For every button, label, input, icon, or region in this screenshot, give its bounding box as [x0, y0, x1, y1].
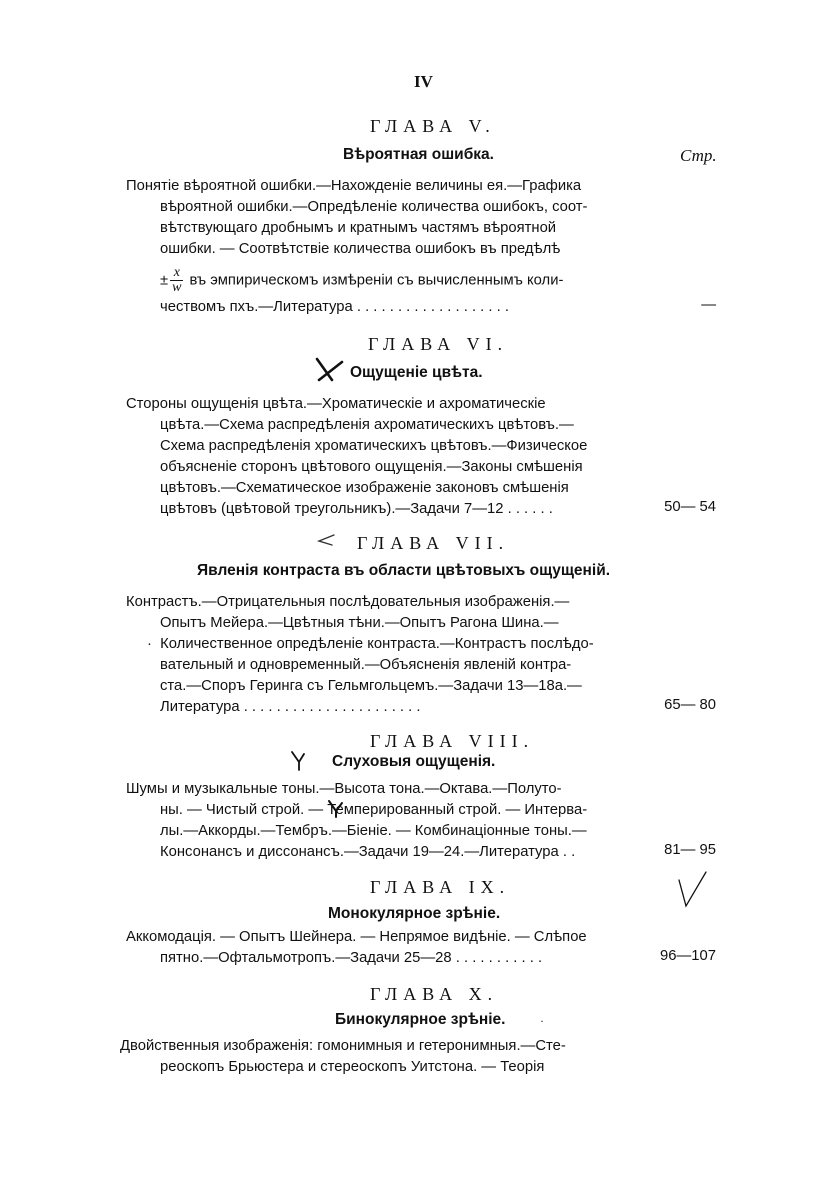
pencil-angle-mark-icon [314, 532, 338, 548]
leader-dots: . . . . . . . . . . . [451, 950, 543, 966]
chapter-7-line-6: Литература . . . . . . . . . . . . . . . . . . . . . . [160, 699, 421, 715]
chapter-7-line-5: ста.—Споръ Геринга съ Гельмгольцемъ.—Задачи 13—18а.— [160, 678, 582, 694]
chapter-5-line-5-text: въ эмпирическомъ измѣреніи съ вычисленнымъ коли- [189, 272, 564, 289]
chapter-6-line-5: цвѣтовъ.—Схематическое изображеніе законовъ смѣшенія [160, 480, 569, 496]
pencil-cross-mark-icon [314, 356, 344, 384]
chapter-8-title: Слуховыя ощущенія. [332, 753, 496, 770]
stray-dot: · [147, 636, 161, 652]
chapter-7-heading: ГЛАВА VII. [357, 533, 510, 553]
chapter-8-pages: 81— 95 [664, 842, 716, 858]
chapter-5-title: Вѣроятная ошибка. [343, 146, 494, 163]
leader-dots: . . . . . . [503, 501, 553, 517]
leader-dots: . . [558, 844, 576, 860]
chapter-10-heading: ГЛАВА X. [370, 984, 499, 1004]
formula-fraction [170, 266, 183, 295]
formula-sign: ± [160, 272, 169, 289]
chapter-5-line-2: вѣроятной ошибки.—Опредѣленіе количества ошибокъ, соот- [160, 199, 588, 215]
chapter-8-line-2: ны. — Чистый строй. — Темперированный строй. — Интерва- [160, 802, 588, 818]
page-column-label: Стр. [680, 146, 717, 165]
chapter-6-line-2: цвѣта.—Схема распредѣленія ахроматическихъ цвѣтовъ.— [160, 417, 574, 433]
formula-denominator: w [172, 280, 182, 295]
chapter-9-pages: 96—107 [660, 948, 716, 964]
chapter-10-line-1: Двойственныя изображенія: гомонимныя и гетеронимныя.—Сте- [120, 1038, 566, 1054]
chapter-5-line-1: Понятіе вѣроятной ошибки.—Нахожденіе величины ея.—Графика [126, 178, 582, 194]
chapter-5-heading: ГЛАВА V. [370, 116, 496, 136]
chapter-10-title: Бинокулярное зрѣніе. [335, 1011, 506, 1028]
page-number: IV [414, 72, 433, 91]
pencil-check-mark-icon [290, 750, 308, 772]
leader-dots: . . . . . . . . . . . . . . . . . . . . . . [239, 699, 421, 715]
chapter-5-line-6: чествомъ пхъ.—Литература . . . . . . . . . . . . . . . . . . . [160, 299, 509, 315]
chapter-7-line-4: вательный и одновременный.—Объясненія явленій контра- [160, 657, 572, 673]
chapter-8-heading: ГЛАВА VIII. [370, 731, 535, 751]
chapter-6-line-4: объясненіе сторонъ цвѣтового ощущенія.—Законы смѣшенія [160, 459, 583, 475]
chapter-6-line-6: цвѣтовъ (цвѣтовой треугольникъ).—Задачи 7—12 . . . . . . [160, 501, 553, 517]
chapter-5-pages: — [701, 297, 716, 313]
chapter-8-line-4: Консонансъ и диссонансъ.—Задачи 19—24.—Литература . . [160, 844, 576, 860]
chapter-6-pages: 50— 54 [664, 499, 716, 515]
chapter-10-line-2: реоскопъ Брьюстера и стереоскопъ Уитстона. — Теорія [160, 1059, 545, 1075]
chapter-6-title: Ощущеніе цвѣта. [350, 364, 483, 381]
chapter-9-line-2: пятно.—Офтальмотропъ.—Задачи 25—28 . . . . . . . . . . . [160, 950, 543, 966]
chapter-8-line-3: лы.—Аккорды.—Тембръ.—Біеніе. — Комбинаціонные тоны.— [160, 823, 587, 839]
leader-dots: . . . . . . . . . . . . . . . . . . . [352, 299, 509, 315]
chapter-6-line-3: Схема распредѣленія хроматическихъ цвѣтовъ.—Физическое [160, 438, 588, 454]
chapter-7-line-2: Опытъ Мейера.—Цвѣтныя тѣни.—Опытъ Рагона Шина.— [160, 615, 559, 631]
chapter-9-line-1: Аккомодація. — Опытъ Шейнера. — Непрямое видѣніе. — Слѣпое [126, 929, 587, 945]
stray-dot: · [540, 1014, 544, 1028]
chapter-7-line-3: · Количественное опредѣленіе контраста.—Контрастъ послѣдо- [147, 636, 594, 652]
chapter-8-line-1: Шумы и музыкальные тоны.—Высота тона.—Октава.—Полуто- [126, 781, 562, 797]
chapter-9-heading: ГЛАВА IX. [370, 877, 511, 897]
chapter-7-line-1: Контрастъ.—Отрицательныя послѣдовательныя изображенія.— [126, 594, 570, 610]
pencil-tick-mark-icon [326, 797, 346, 819]
chapter-6-heading: ГЛАВА VI. [368, 334, 509, 354]
chapter-7-pages: 65— 80 [664, 697, 716, 713]
chapter-5-line-5 [160, 266, 563, 295]
pencil-v-check-mark-icon [676, 870, 710, 910]
formula-numerator: x [170, 266, 183, 281]
chapter-6-line-1: Стороны ощущенія цвѣта.—Хроматическіе и ахроматическіе [126, 396, 546, 412]
chapter-5-line-3: вѣтствующаго дробнымъ и кратнымъ частямъ вѣроятной [160, 220, 557, 236]
chapter-7-title: Явленія контраста въ области цвѣтовыхъ ощущеній. [197, 562, 611, 579]
chapter-5-line-4: ошибки. — Соотвѣтствіе количества ошибокъ въ предѣлѣ [160, 241, 561, 257]
chapter-9-title: Монокулярное зрѣніе. [328, 905, 501, 922]
